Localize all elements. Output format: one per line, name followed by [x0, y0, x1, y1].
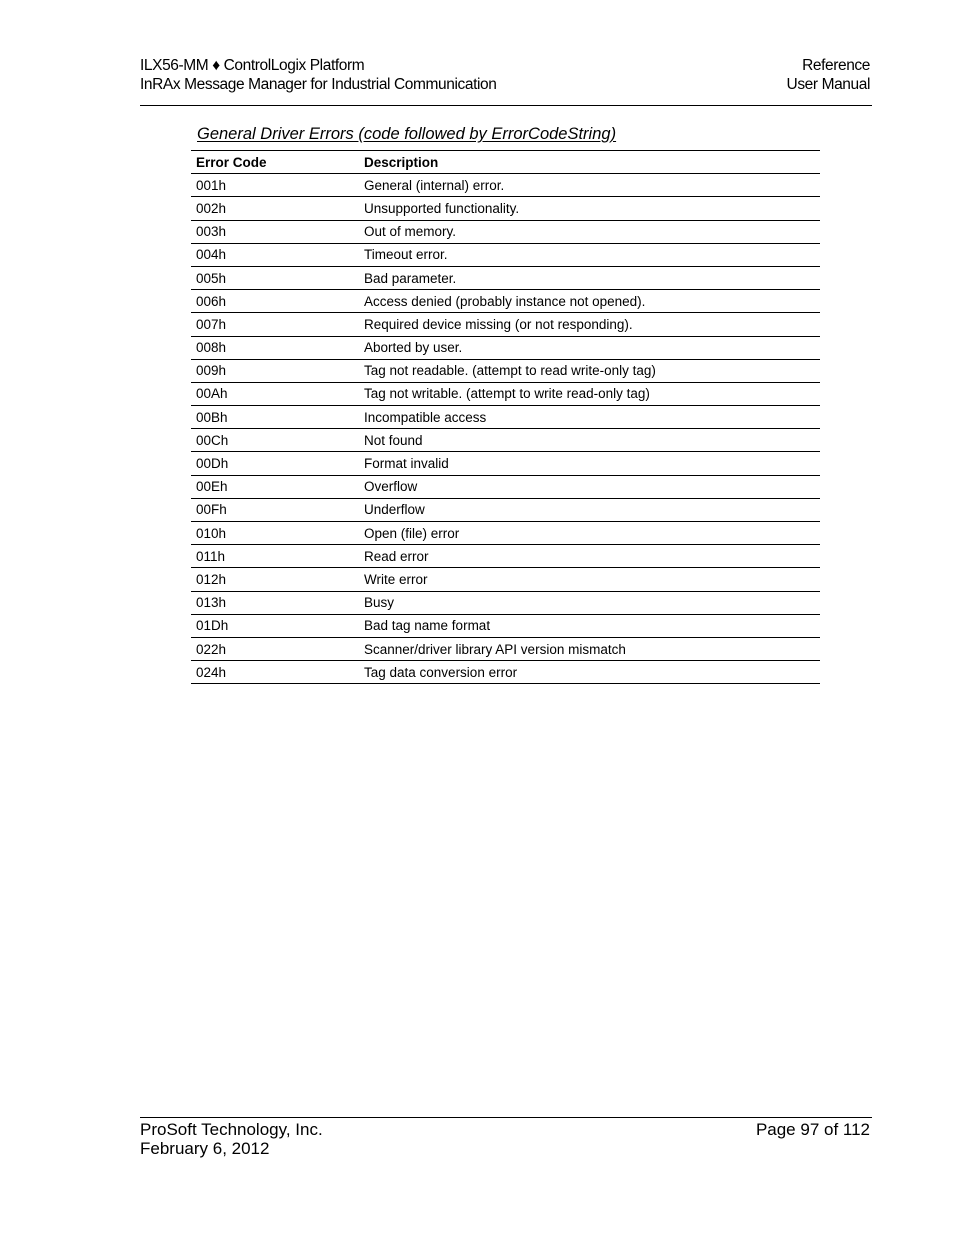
- table-row: [191, 637, 820, 660]
- footer-page-number: Page 97 of 112: [755, 1120, 870, 1139]
- header-product-subtitle: InRAx Message Manager for Industrial Communication: [140, 76, 497, 93]
- error-code-cell: 004h: [191, 243, 359, 266]
- error-code-cell: 024h: [191, 661, 359, 684]
- table-row: [191, 498, 820, 521]
- footer-date: February 6, 2012: [140, 1139, 270, 1158]
- description-cell: General (internal) error.: [359, 174, 820, 197]
- error-code-cell: 022h: [191, 637, 359, 660]
- description-cell: Format invalid: [359, 452, 820, 475]
- error-code-cell: 007h: [191, 313, 359, 336]
- footer-divider: [140, 1117, 872, 1118]
- description-cell: Tag not writable. (attempt to write read-only tag): [359, 382, 820, 405]
- description-cell: Required device missing (or not responding).: [359, 313, 820, 336]
- description-cell: Write error: [359, 568, 820, 591]
- table-row: [191, 197, 820, 220]
- error-code-cell: 00Eh: [191, 475, 359, 498]
- header-left: [140, 56, 496, 94]
- description-cell: Out of memory.: [359, 220, 820, 243]
- table-body: [191, 174, 820, 684]
- column-header-description: Description: [359, 151, 820, 174]
- description-cell: Unsupported functionality.: [359, 197, 820, 220]
- page-header: [140, 56, 870, 98]
- table-row: [191, 382, 820, 405]
- error-code-cell: 00Ah: [191, 382, 359, 405]
- table-row: [191, 336, 820, 359]
- error-code-cell: 005h: [191, 266, 359, 289]
- header-divider: [140, 105, 872, 106]
- description-cell: Access denied (probably instance not opened).: [359, 290, 820, 313]
- table-row: [191, 475, 820, 498]
- table-row: [191, 290, 820, 313]
- header-doc-type: User Manual: [786, 76, 870, 93]
- description-cell: Tag not readable. (attempt to read write-only tag): [359, 359, 820, 382]
- table-row: [191, 429, 820, 452]
- error-code-cell: 01Dh: [191, 614, 359, 637]
- table-row: [191, 266, 820, 289]
- error-code-table: [191, 150, 820, 684]
- description-cell: Not found: [359, 429, 820, 452]
- table-row: [191, 452, 820, 475]
- error-code-cell: 00Ch: [191, 429, 359, 452]
- table-row: [191, 591, 820, 614]
- error-code-cell: 010h: [191, 522, 359, 545]
- error-code-cell: 008h: [191, 336, 359, 359]
- table-row: [191, 406, 820, 429]
- table-row: [191, 568, 820, 591]
- error-code-cell: 002h: [191, 197, 359, 220]
- error-code-cell: 012h: [191, 568, 359, 591]
- table-row: [191, 243, 820, 266]
- header-section: Reference: [802, 57, 870, 74]
- description-cell: Bad tag name format: [359, 614, 820, 637]
- table-row: [191, 614, 820, 637]
- description-cell: Bad parameter.: [359, 266, 820, 289]
- header-product-title: ILX56-MM ♦ ControlLogix Platform: [140, 57, 365, 74]
- error-code-cell: 006h: [191, 290, 359, 313]
- description-cell: Aborted by user.: [359, 336, 820, 359]
- error-code-cell: 013h: [191, 591, 359, 614]
- error-code-cell: 009h: [191, 359, 359, 382]
- table-row: [191, 174, 820, 197]
- description-cell: Underflow: [359, 498, 820, 521]
- error-code-cell: 00Fh: [191, 498, 359, 521]
- error-code-cell: 00Dh: [191, 452, 359, 475]
- error-code-cell: 00Bh: [191, 406, 359, 429]
- table-row: [191, 661, 820, 684]
- footer-left: [140, 1120, 323, 1158]
- description-cell: Tag data conversion error: [359, 661, 820, 684]
- table-row: [191, 220, 820, 243]
- table-row: [191, 359, 820, 382]
- table-row: [191, 545, 820, 568]
- description-cell: Overflow: [359, 475, 820, 498]
- column-header-error-code: Error Code: [191, 151, 359, 174]
- description-cell: Open (file) error: [359, 522, 820, 545]
- table-row: [191, 522, 820, 545]
- table-title: General Driver Errors (code followed by ErrorCodeString): [197, 125, 617, 143]
- description-cell: Read error: [359, 545, 820, 568]
- header-right: [787, 56, 870, 94]
- description-cell: Scanner/driver library API version mismatch: [359, 637, 820, 660]
- description-cell: Busy: [359, 591, 820, 614]
- table-row: [191, 313, 820, 336]
- description-cell: Timeout error.: [359, 243, 820, 266]
- error-code-cell: 001h: [191, 174, 359, 197]
- error-code-cell: 003h: [191, 220, 359, 243]
- footer-company: ProSoft Technology, Inc.: [140, 1120, 323, 1139]
- table-header-row: [191, 151, 820, 174]
- description-cell: Incompatible access: [359, 406, 820, 429]
- error-code-cell: 011h: [191, 545, 359, 568]
